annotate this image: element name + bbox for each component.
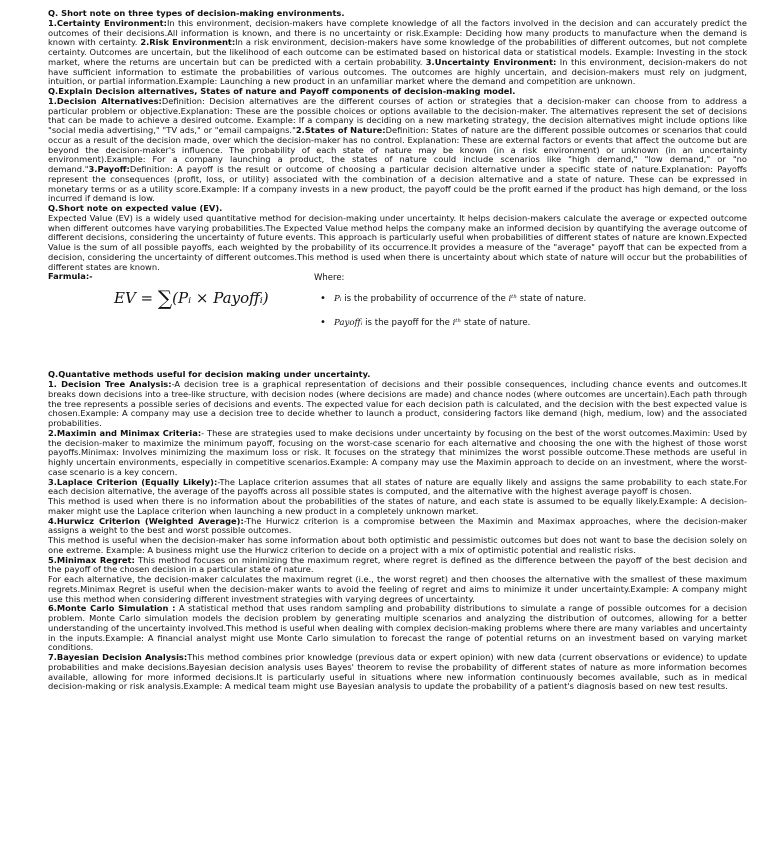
bullet-text: state of nature.: [517, 294, 587, 305]
question-heading: Q. Short note on three types of decision-making environments.: [48, 8, 345, 18]
paragraph: This method is used when there is no information about the probabilities of the states of nature, and each state is assumed to be equally likely.Example: A decision-maker might use the Laplace criterion when launching a new product in a completely unknown market.: [48, 496, 747, 516]
question-heading: Q.Quantative methods useful for decision making under uncertainty.: [48, 369, 371, 380]
superscript: iᵗʰ: [452, 318, 462, 329]
paragraph: [48, 604, 747, 653]
paragraph: [48, 517, 747, 537]
body-text: In this environment, decision-makers have complete knowledge of all the factors involved in the decision and can accurately predict the outcomes of their decisions.All information is known, and there is no uncertainty or risk.Example: Deciding how many products to manufacture when the demand is known with certainty.: [48, 17, 747, 48]
term-heading: 4.Hurwicz Criterion (Weighted Average):: [48, 515, 244, 526]
bullet-icon: •: [320, 317, 326, 329]
body-text: In a risk environment, decision-makers have some knowledge of the probabilities of different outcomes, but not complete certainty. Outcomes are uncertain, but the likelihood of each outcome can be estimated based on historical data or statistical models. Example: Investing in the stock market, where the returns are uncertain but can be predicted with a certain probability.: [48, 37, 747, 67]
definition-bullet: [320, 294, 586, 305]
where-label: Where:: [314, 273, 345, 284]
body-text: Definition: A payoff is the result or outcome of choosing a particular decision alternative under a specific state of nature.Explanation: Payoffs represent the consequences (profit, loss, or utility) associated with the combination of a decision alternative and a state of nature. These can be expressed in monetary terms or as a utility score.Example: If a company invests in a new product, the payoff could be the profit earned if the product has high demand, or the loss incurred if demand is low.: [48, 164, 747, 204]
body-text: Definition: States of nature are the different possible outcomes or scenarios that could occur as a result of the decision made, over which the decision-maker has no control. Explanation: These are external factors or events that affect the outcome but are beyond the decision-maker's influence. The probability of each state of nature may be known (in a risk environment) or unknown (in an uncertainty environment).Example: For a company launching a product, the states of nature could include scenarios like "high demand," "low demand," or "no demand.": [48, 125, 747, 174]
expected-value-equation: [114, 286, 269, 311]
bullet-text: is the probability of occurrence of the: [341, 294, 509, 305]
term-heading: 1.Decision Alternatives:: [48, 95, 162, 106]
body-text: Definition: Decision alternatives are the different courses of action or strategies that a decision-maker can choose from to address a particular problem or objective.Explanation: These are the possible choices or options available to the decision-maker. The alternatives represent the set of decisions that can be made to achieve a desired outcome. Example: If a company is deciding on a new marketing strategy, the decision alternatives might include options like "social media advertising," "TV ads," or "email campaigns.": [48, 95, 747, 135]
bullet-text: is the payoff for the: [362, 318, 453, 329]
symbol: Pᵢ: [334, 294, 342, 305]
body-text: This method combines prior knowledge (previous data or expert opinion) with new data (current observations or evidence) to update probabilities and make decisions.Bayesian decision analysis uses Bayes' theorem to revise the probability of different states of nature as more information becomes available, allowing for more informed decisions.It is particularly useful in situations where new information continuously becomes available, such as in medical decision-making or risk analysis.Example: A medical team might use Bayesian analysis to update the probability of a patient's diagnosis based on new test results.: [48, 652, 747, 692]
paragraph: This method is useful when the decision-maker has some information about both optimistic and pessimistic outcomes but does not want to base the decision solely on one extreme. Example: A business might use the Hurwicz criterion to decide on a project with a mix of optimistic potential and realistic risks.: [48, 535, 747, 555]
symbol: Payoffᵢ: [334, 318, 363, 329]
term-heading: 7.Bayesian Decision Analysis:: [48, 652, 188, 662]
section-decision-environments: [48, 9, 747, 87]
sigma-symbol: ∑: [157, 286, 173, 311]
section-expected-value: [48, 204, 747, 370]
term-heading: 3.Payoff:: [88, 164, 130, 174]
term-heading: 2.Risk Environment:: [140, 37, 236, 48]
formula-block: [48, 272, 747, 370]
section-quantitative-methods: [48, 370, 747, 692]
body-text: In this environment, decision-makers do not have sufficient information to estimate the probabilities of various outcomes. The outcomes are highly uncertain, and decision-makers must rely on judgment, intuition, or partial information.Example: Launching a new product in an unfamiliar market where the demand and competition are unknown.: [48, 56, 747, 87]
paragraph: [48, 97, 747, 204]
paragraph: [48, 556, 747, 576]
term-heading: 1.Certainty Environment:: [48, 17, 167, 28]
body-text: -The Laplace criterion assumes that all states of nature are equally likely and assigns the same probability to each state.For each decision alternative, the average of the payoffs across all possible states is computed, and the alternative with the highest average payoff is chosen.: [48, 476, 747, 497]
term-heading: 2.Maximin and Minimax Criteria:: [48, 427, 202, 438]
question-heading: Q.Short note on expected value (EV).: [48, 203, 223, 213]
body-text: - These are strategies used to make decisions under uncertainty by focusing on the best of the worst outcomes.Maximin: Used by the decision-maker to maximize the minimum payoff, focusing on the worst-case scenario for each alternative and choosing the one with the highest of those worst payoffs.Minimax: Involves minimizing the maximum loss or risk. It focuses on the strategy that minimizes the worst possible outcome.These methods are useful in highly uncertain environments, especially in competitive scenarios.Example: A company may use the Maximin approach to decide on an investment, where the worst-case scenario is a key concern.: [48, 427, 747, 477]
bullet-icon: •: [320, 293, 326, 305]
bullet-text: state of nature.: [461, 318, 531, 329]
term-heading: 1. Decision Tree Analysis:: [48, 379, 172, 389]
paragraph: For each alternative, the decision-maker calculates the maximum regret (i.e., the worst regret) and then chooses the alternative with the smallest of these maximum regrets.Minimax Regret is useful when the decision-maker wants to avoid the feeling of regret and aims to minimize it under uncertainty.Example: A company might use this method when considering different investment strategies with varying degrees of uncertainty.: [48, 574, 747, 604]
question-heading: Q.Explain Decision alternatives, States of nature and Payoff components of decision-making model.: [48, 86, 516, 96]
term-heading: 6.Monte Carlo Simulation :: [48, 603, 176, 614]
body-text: This method focuses on minimizing the maximum regret, where regret is defined as the difference between the payoff of the best decision and the payoff of the chosen decision in a particular state of nature.: [48, 554, 748, 575]
term-heading: 3.Laplace Criterion (Equally Likely):: [48, 476, 218, 487]
paragraph: [48, 380, 747, 429]
body-text: A statistical method that uses random sampling and probability distributions to simulate a range of possible outcomes for a decision problem. Monte Carlo simulation models the decision problem by generating multiple scenarios and analyzing the distribution of outcomes, allowing for a better understanding of the uncertainty involved.This method is useful when dealing with complex decision-making problems where there are many variables and uncertainty in the inputs.Example: A financial analyst might use Monte Carlo simulation to forecast the range of potential returns on an investment based on varying market conditions.: [48, 603, 747, 653]
definition-bullet: [320, 318, 530, 329]
equation-lhs: EV =: [114, 289, 158, 308]
paragraph: [48, 19, 747, 87]
superscript: iᵗʰ: [508, 294, 518, 305]
equation-rhs: (Pᵢ × Payoffᵢ): [172, 289, 269, 308]
term-heading: 5.Minimax Regret:: [48, 554, 135, 565]
term-heading: 2.States of Nature:: [295, 125, 386, 135]
paragraph: [48, 429, 747, 478]
body-text: -The Hurwicz criterion is a compromise between the Maximin and Maximax approaches, where the decision-maker assigns a weight to the best and worst possible outcomes.: [48, 515, 747, 536]
paragraph: [48, 478, 747, 498]
term-heading: 3.Uncertainty Environment:: [425, 56, 557, 67]
body-text: -A decision tree is a graphical representation of decisions and their possible consequences, including chance events and outcomes.It breaks down decisions into a tree-like structure, with decision nodes (where decisions are made) and chance nodes (where outcomes are uncertain).Each path through the tree represents a possible series of decisions and events. The expected value for each decision path is calculated, and the decision with the best expected value is chosen.Example: A company may use a decision tree to decide whether to launch a product, considering factors like demand (high, medium, low) and the associated probabilities.: [48, 379, 747, 428]
paragraph: Expected Value (EV) is a widely used quantitative method for decision-making under uncertainty. It helps decision-makers calculate the average or expected outcome when different outcomes have varying probabilities.The Expected Value method helps the company make an informed decision by quantifying the average outcome of different decisions, considering the uncertainty of future events. This approach is particularly useful when probabilities of different states of nature are known.Expected Value is the sum of all possible payoffs, each weighted by the probability of its occurrence.It provides a measure of the "average" payoff that can be expected from a decision, considering the uncertainty of different outcomes.This method is used when there is uncertainty about which state of nature will occur but the probabilities of different states are known.: [48, 212, 747, 272]
formula-label: Farmula:-: [48, 271, 93, 282]
section-decision-model: [48, 87, 747, 204]
paragraph: [48, 653, 747, 692]
